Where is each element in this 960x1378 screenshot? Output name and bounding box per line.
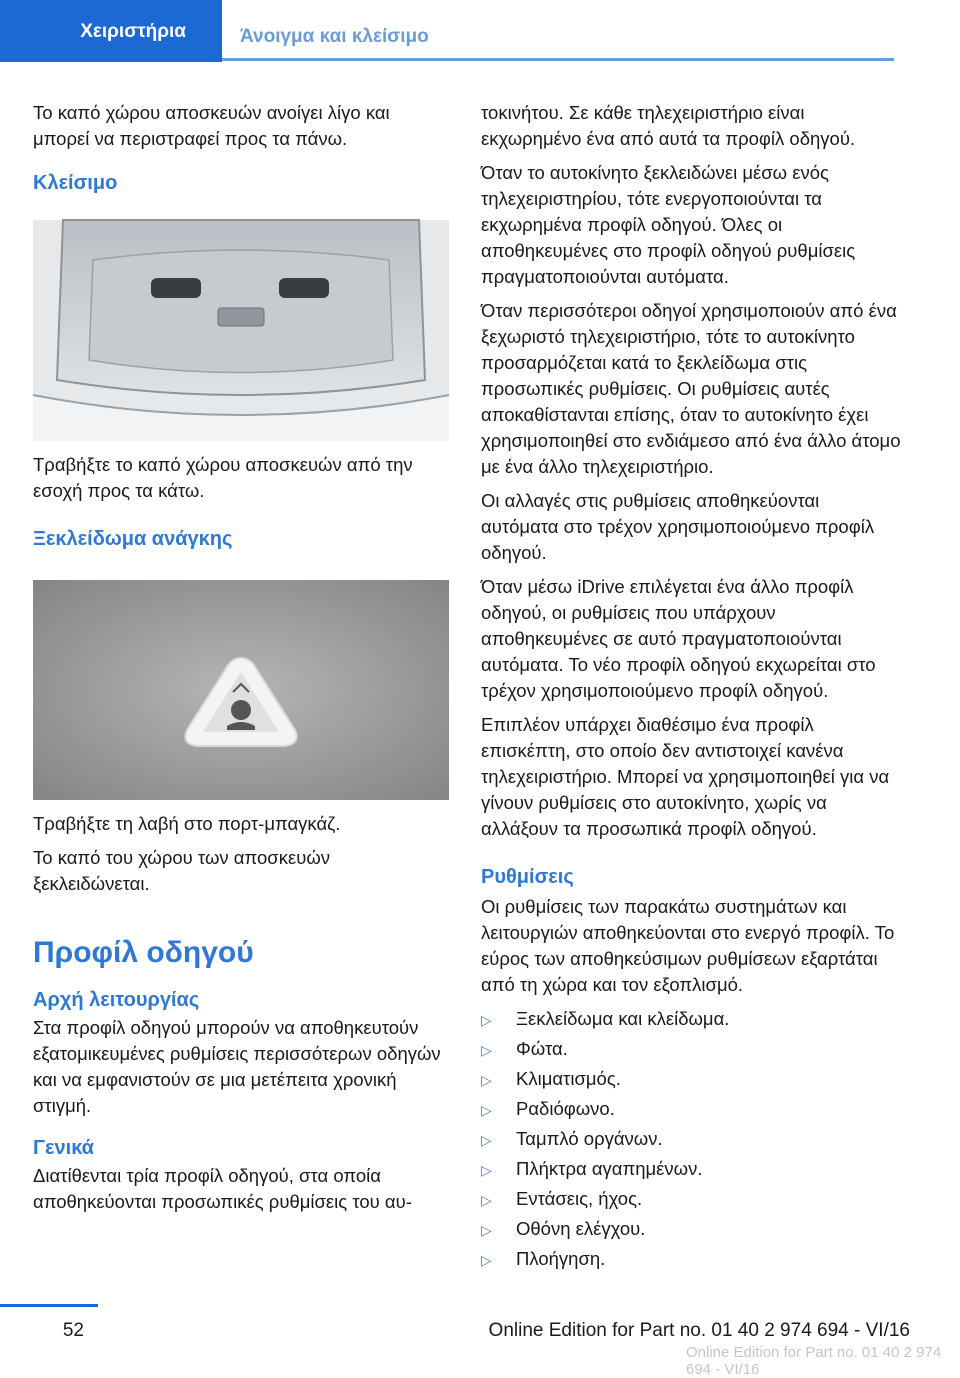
section-tab: Χειριστήρια	[0, 0, 222, 62]
left-column-lower	[33, 811, 449, 1223]
chapter-tab: Άνοιγμα και κλείσιμο	[240, 26, 429, 47]
paragraph: Όταν μέσω iDrive επιλέγεται ένα άλλο προφίλ οδηγού, οι ρυθμίσεις που υπάρχουν αποθηκευμένες σε αυτό πραγματοποιούνται αυτόματα. Το νέο προφίλ οδηγού εκχωρείται στο τρέχον χρησιμοποιούμενο προφίλ οδηγού.	[481, 576, 876, 701]
trunk-lid-drawing	[33, 220, 449, 441]
paragraph: Όταν περισσότεροι οδηγοί χρησιμοποιούν από ένα ξεχωριστό τηλεχειριστήριο, τότε το αυτοκίνητο προσαρμόζεται κατά το ξεκλείδωμα στις προσωπικές ρυθμίσεις. Οι ρυθμίσεις αυτές αποκαθίστανται επίσης, όταν το αυτοκίνητο έχει χρησιμοποιηθεί στο ενδιάμεσο από ένα άλλο άτομο με ένα άλλο τηλεχειριστήριο.	[481, 300, 901, 477]
watermark: Online Edition for Part no. 01 40 2 974 694 - VI/16	[686, 1344, 942, 1378]
paragraph: Επιπλέον υπάρχει διαθέσιμο ένα προφίλ επισκέπτη, στο οποίο δεν αντιστοιχεί κανένα τηλεχειριστήριο. Μπορεί να χρησιμοποιηθεί για να γίνουν ρυθμίσεις στο αυτοκίνητο, χωρίς να αλλάξουν τα προσωπικά προφίλ οδηγού.	[481, 714, 890, 839]
heading-emergency-unlock: Ξεκλείδωμα ανάγκης	[33, 528, 233, 550]
paragraph: τοκινήτου. Σε κάθε τηλεχειριστήριο είναι εκχωρημένο ένα από αυτά τα προφίλ οδηγού.	[481, 102, 856, 149]
triangle-bullet-icon: ▷	[481, 1132, 492, 1148]
triangle-bullet-icon: ▷	[481, 1012, 492, 1028]
paragraph: Οι αλλαγές στις ρυθμίσεις αποθηκεύονται αυτόματα στο τρέχον χρησιμοποιούμενο προφίλ οδηγού.	[481, 490, 875, 563]
list-item: ▷ Κλιματισμός.	[481, 1066, 901, 1092]
paragraph: Τραβήξτε το καπό χώρου αποσκευών από την εσοχή προς τα κάτω.	[33, 454, 413, 501]
triangle-bullet-icon: ▷	[481, 1222, 492, 1238]
page-number: 52	[62, 1320, 84, 1341]
list-item: ▷ Πλήκτρα αγαπημένων.	[481, 1156, 901, 1182]
heading-general: Γενικά	[33, 1137, 94, 1159]
list-item: ▷ Εντάσεις, ήχος.	[481, 1186, 901, 1212]
heading-settings: Ρυθμίσεις	[481, 866, 574, 888]
header-rule	[222, 58, 894, 61]
triangle-bullet-icon: ▷	[481, 1042, 492, 1058]
page-header	[0, 0, 960, 62]
heading-driver-profiles: Προφίλ οδηγού	[33, 936, 254, 969]
paragraph: Διατίθενται τρία προφίλ οδηγού, στα οποία αποθηκεύονται προσωπικές ρυθμίσεις του αυ-	[33, 1165, 412, 1212]
page-number-rule	[0, 1304, 98, 1307]
list-item: ▷ Φώτα.	[481, 1036, 901, 1062]
list-item: ▷ Πλοήγηση.	[481, 1246, 901, 1272]
trunk-lid-illustration	[33, 220, 449, 441]
triangle-bullet-icon: ▷	[481, 1252, 492, 1268]
heading-principle: Αρχή λειτουργίας	[33, 989, 200, 1011]
right-column	[481, 100, 901, 1276]
heading-closing: Κλείσιμο	[33, 172, 118, 194]
settings-list	[481, 1006, 901, 1272]
paragraph: Το καπό χώρου αποσκευών ανοίγει λίγο και μπορεί να περιστραφεί προς τα πάνω.	[33, 102, 390, 149]
emergency-handle-drawing	[33, 580, 449, 800]
triangle-bullet-icon: ▷	[481, 1162, 492, 1178]
left-column	[33, 100, 449, 196]
edition-note: Online Edition for Part no. 01 40 2 974 694 - VI/16	[488, 1320, 910, 1341]
triangle-bullet-icon: ▷	[481, 1072, 492, 1088]
emergency-handle-illustration	[33, 580, 449, 800]
paragraph: Οι ρυθμίσεις των παρακάτω συστημάτων και λειτουργιών αποθηκεύονται στο ενεργό προφίλ. Το εύρος των αποθηκεύσιμων ρυθμίσεων εξαρτάται από τη χώρα και τον εξοπλισμό.	[481, 896, 895, 995]
paragraph: Όταν το αυτοκίνητο ξεκλειδώνει μέσω ενός τηλεχειριστηρίου, τότε ενεργοποιούνται τα εκχωρημένα προφίλ οδηγού. Όλες οι αποθηκευμένες στο προφίλ οδηγού ρυθμίσεις πραγματοποιούνται αυτόματα.	[481, 162, 856, 287]
list-item: ▷ Οθόνη ελέγχου.	[481, 1216, 901, 1242]
triangle-bullet-icon: ▷	[481, 1192, 492, 1208]
paragraph: Το καπό του χώρου των αποσκευών ξεκλειδώνεται.	[33, 847, 331, 894]
triangle-bullet-icon: ▷	[481, 1102, 492, 1118]
left-column-cont	[33, 452, 449, 552]
list-item: ▷ Ραδιόφωνο.	[481, 1096, 901, 1122]
paragraph: Στα προφίλ οδηγού μπορούν να αποθηκευτούν εξατομικευμένες ρυθμίσεις περισσότερων οδηγών και να εμφανιστούν σε μια μετέπειτα χρονική στιγμή.	[33, 1017, 441, 1116]
list-item: ▷ Ταμπλό οργάνων.	[481, 1126, 901, 1152]
paragraph: Τραβήξτε τη λαβή στο πορτ-μπαγκάζ.	[33, 813, 341, 834]
list-item: ▷ Ξεκλείδωμα και κλείδωμα.	[481, 1006, 901, 1032]
